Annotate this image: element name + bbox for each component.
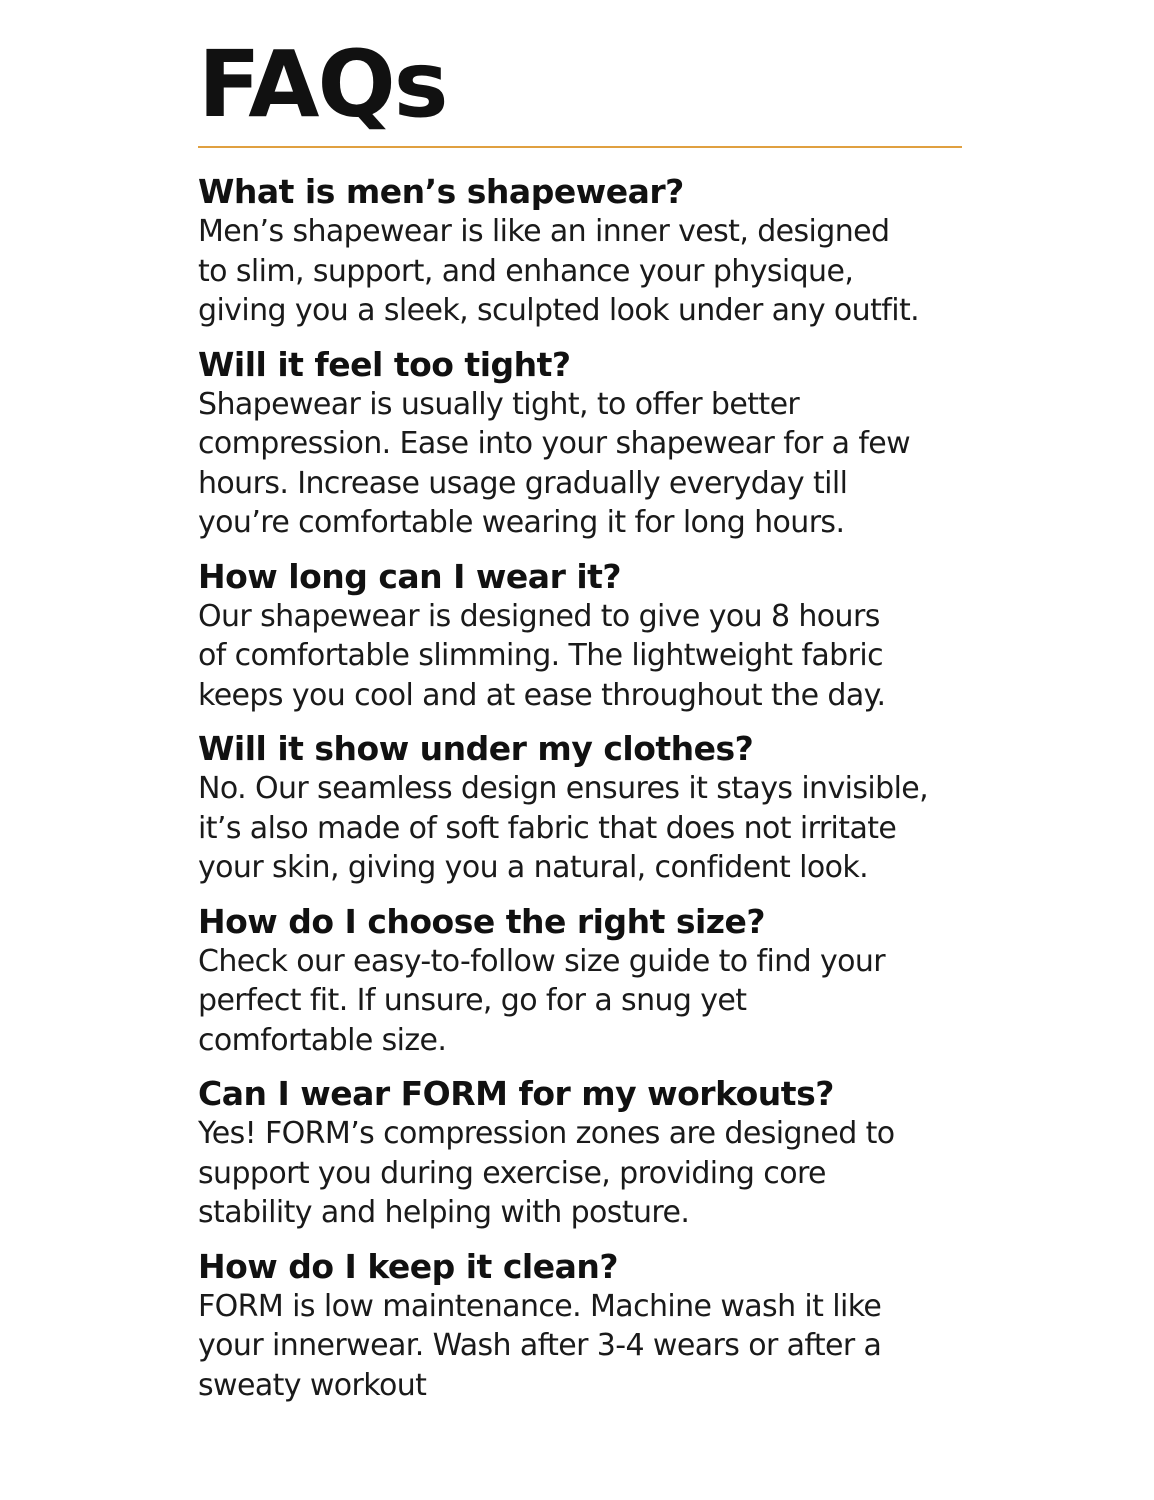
faq-answer: Our shapewear is designed to give you 8 hours of comfortable slimming. The lightweight fabric keeps you cool and at ease throughout the day. (198, 598, 886, 713)
faq-question: How do I choose the right size? (198, 901, 766, 941)
faq-question: Will it feel too tight? (198, 344, 571, 384)
faq-question: Can I wear FORM for my workouts? (198, 1074, 834, 1113)
faq-answer: Shapewear is usually tight, to offer better compression. Ease into your shapewear for a few hours. Increase usage gradually everyday till you’re comfortable wearing it for long hours. (198, 386, 911, 540)
faq-item (198, 557, 968, 716)
faq-answer: Men’s shapewear is like an inner vest, designed to slim, support, and enhance your physique, giving you a sleek, sculpted look under any outfit. (198, 214, 920, 328)
faq-item (198, 1074, 968, 1233)
faq-question: How long can I wear it? (198, 556, 622, 596)
faq-item (198, 902, 968, 1061)
title-divider (198, 146, 962, 148)
faq-page (198, 30, 968, 1419)
faq-item (198, 1247, 968, 1406)
faq-question: Will it show under my clothes? (198, 729, 754, 768)
faq-item (198, 345, 968, 543)
faq-answer: No. Our seamless design ensures it stays invisible, it’s also made of soft fabric that does not irritate your skin, giving you a natural, confident look. (198, 771, 929, 885)
faq-answer: FORM is low maintenance. Machine wash it like your innerwear. Wash after 3-4 wears or after a sweaty workout (198, 1288, 882, 1403)
faq-question: How do I keep it clean? (198, 1246, 618, 1286)
faq-item (198, 729, 968, 888)
faq-answer: Yes! FORM’s compression zones are designed to support you during exercise, providing core stability and helping with posture. (198, 1116, 895, 1230)
faq-question: What is men’s shapewear? (198, 172, 684, 211)
faq-item (198, 172, 968, 331)
page-title: FAQs (198, 31, 447, 138)
faq-answer: Check our easy-to-follow size guide to find your perfect fit. If unsure, go for a snug yet comfortable size. (198, 943, 886, 1058)
